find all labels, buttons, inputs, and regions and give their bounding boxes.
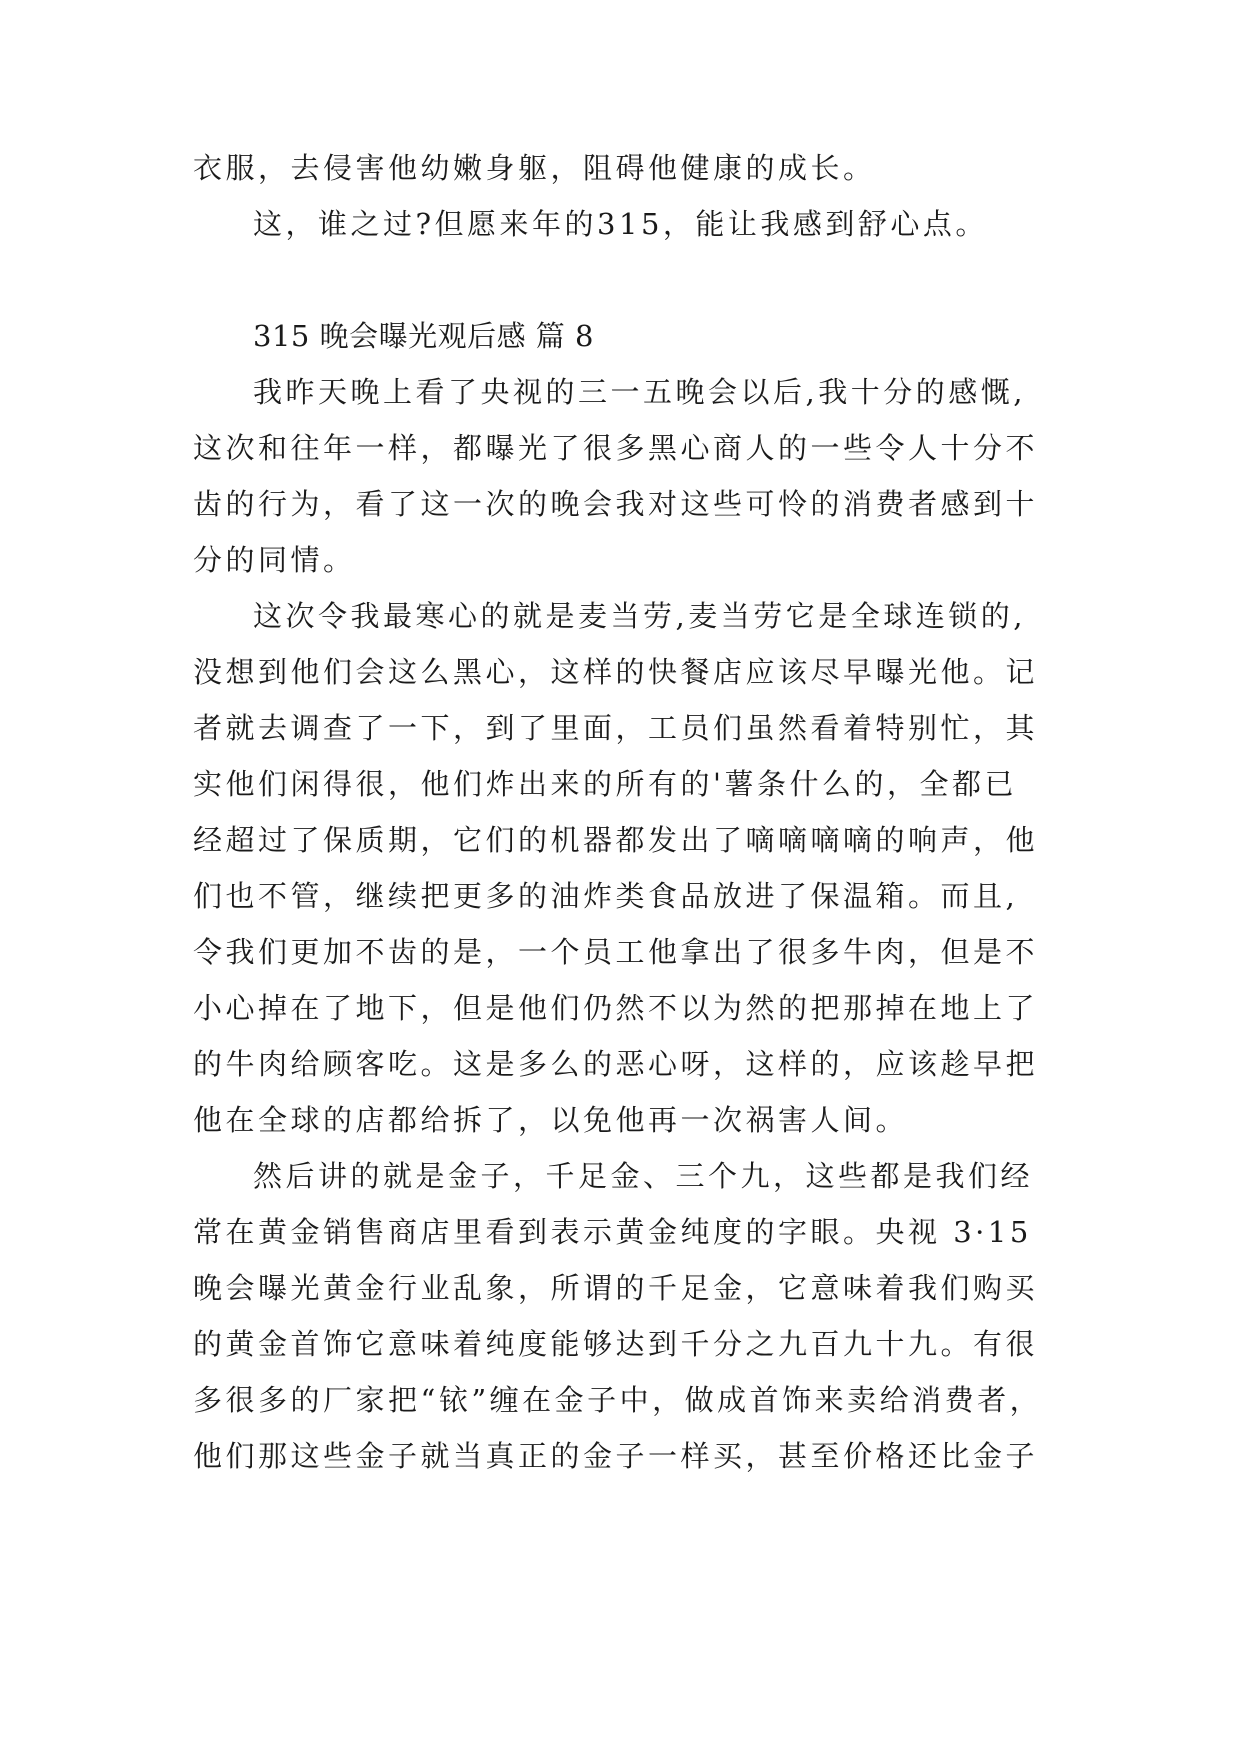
text-line: 小心掉在了地下，但是他们仍然不以为然的把那掉在地上了	[193, 991, 1039, 1025]
text-line: 这次令我最寒心的就是麦当劳,麦当劳它是全球连锁的,	[253, 599, 1026, 633]
text-line: 经超过了保质期，它们的机器都发出了嘀嘀嘀嘀的响声，他	[193, 823, 1039, 857]
section-heading: 315 晚会曝光观后感 篇 8	[253, 319, 594, 353]
text-line: 常在黄金销售商店里看到表示黄金纯度的字眼。央视 3·15	[193, 1215, 1032, 1249]
text-line: 这，谁之过?但愿来年的315，能让我感到舒心点。	[253, 207, 988, 241]
text-line: 的黄金首饰它意味着纯度能够达到千分之九百九十九。有很	[193, 1327, 1039, 1361]
text-line: 的牛肉给顾客吃。这是多么的恶心呀，这样的，应该趁早把	[193, 1047, 1039, 1081]
text-line: 我昨天晚上看了央视的三一五晚会以后,我十分的感慨,	[253, 375, 1026, 409]
text-line: 们也不管，继续把更多的油炸类食品放进了保温箱。而且,	[193, 879, 1019, 913]
text-line: 者就去调查了一下，到了里面，工员们虽然看着特别忙，其	[193, 711, 1039, 745]
text-line: 齿的行为，看了这一次的晚会我对这些可怜的消费者感到十	[193, 487, 1039, 521]
text-line: 他在全球的店都给拆了，以免他再一次祸害人间。	[193, 1103, 909, 1137]
text-line: 实他们闲得很，他们炸出来的所有的'薯条什么的，全都已	[193, 767, 1017, 801]
text-line: 他们那这些金子就当真正的金子一样买，甚至价格还比金子	[193, 1439, 1039, 1473]
text-line: 晚会曝光黄金行业乱象，所谓的千足金，它意味着我们购买	[193, 1271, 1039, 1305]
text-line: 分的同情。	[193, 543, 356, 577]
text-line: 多很多的厂家把“铱”缠在金子中，做成首饰来卖给消费者，	[193, 1383, 1043, 1417]
text-line: 令我们更加不齿的是，一个员工他拿出了很多牛肉，但是不	[193, 935, 1039, 969]
text-line: 衣服，去侵害他幼嫩身躯，阻碍他健康的成长。	[193, 151, 876, 185]
text-line: 然后讲的就是金子，千足金、三个九，这些都是我们经	[253, 1159, 1034, 1193]
text-line: 没想到他们会这么黑心，这样的快餐店应该尽早曝光他。记	[193, 655, 1039, 689]
text-line: 这次和往年一样，都曝光了很多黑心商人的一些令人十分不	[193, 431, 1039, 465]
